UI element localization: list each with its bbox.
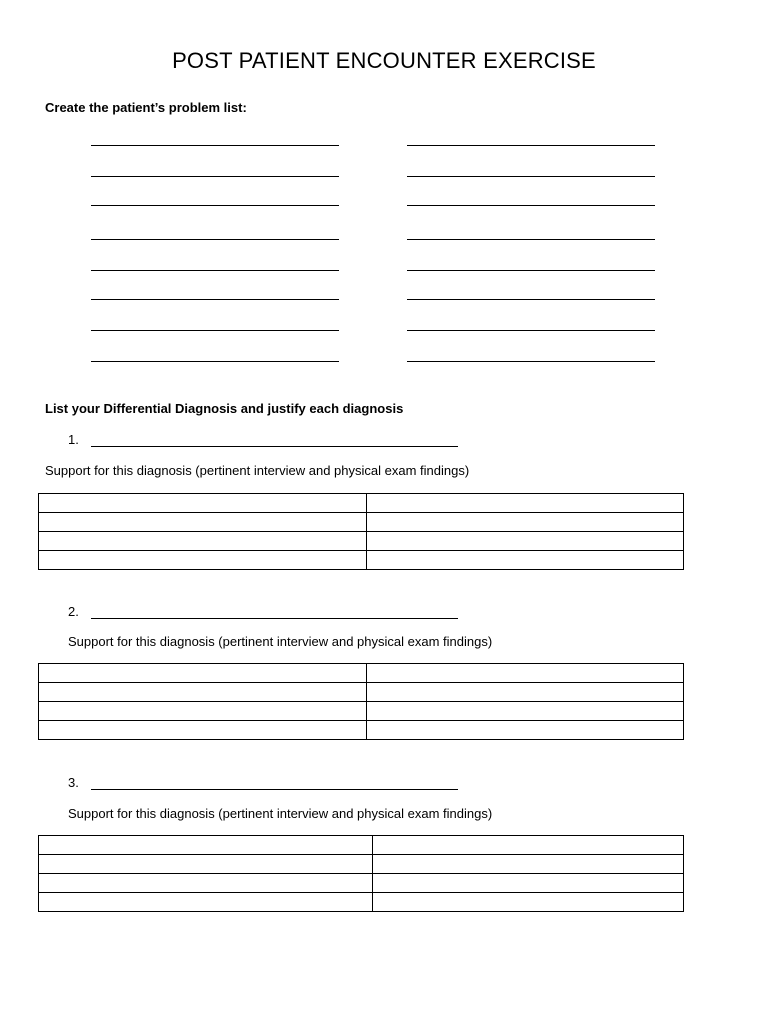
finding-cell[interactable] bbox=[373, 855, 684, 874]
support-label: Support for this diagnosis (pertinent interview and physical exam findings) bbox=[68, 634, 493, 649]
diagnosis-number: 1. bbox=[68, 432, 79, 447]
problem-entry-line[interactable] bbox=[407, 299, 655, 300]
table-row bbox=[39, 836, 684, 855]
table-row bbox=[39, 664, 684, 683]
finding-cell[interactable] bbox=[39, 513, 367, 532]
findings-table bbox=[38, 493, 684, 570]
problem-entry-line[interactable] bbox=[407, 205, 655, 206]
problem-entry-line[interactable] bbox=[407, 239, 655, 240]
diagnosis-number: 3. bbox=[68, 775, 79, 790]
finding-cell[interactable] bbox=[39, 836, 373, 855]
finding-cell[interactable] bbox=[39, 855, 373, 874]
table-row bbox=[39, 874, 684, 893]
problem-entry-line[interactable] bbox=[407, 176, 655, 177]
finding-cell[interactable] bbox=[39, 683, 367, 702]
finding-cell[interactable] bbox=[39, 532, 367, 551]
table-row bbox=[39, 721, 684, 740]
finding-cell[interactable] bbox=[39, 494, 367, 513]
problem-list-heading: Create the patient’s problem list: bbox=[45, 100, 247, 115]
finding-cell[interactable] bbox=[367, 532, 684, 551]
finding-cell[interactable] bbox=[367, 513, 684, 532]
table-row bbox=[39, 551, 684, 570]
problem-entry-line[interactable] bbox=[91, 239, 339, 240]
problem-entry-line[interactable] bbox=[91, 361, 339, 362]
problem-entry-line[interactable] bbox=[91, 299, 339, 300]
problem-entry-line[interactable] bbox=[407, 145, 655, 146]
support-label: Support for this diagnosis (pertinent interview and physical exam findings) bbox=[45, 463, 470, 478]
table-row bbox=[39, 532, 684, 551]
finding-cell[interactable] bbox=[39, 551, 367, 570]
finding-cell[interactable] bbox=[367, 494, 684, 513]
finding-cell[interactable] bbox=[39, 721, 367, 740]
finding-cell[interactable] bbox=[367, 721, 684, 740]
page-title: POST PATIENT ENCOUNTER EXERCISE bbox=[172, 48, 596, 73]
problem-entry-line[interactable] bbox=[407, 330, 655, 331]
support-label: Support for this diagnosis (pertinent interview and physical exam findings) bbox=[68, 806, 493, 821]
finding-cell[interactable] bbox=[39, 893, 373, 912]
finding-cell[interactable] bbox=[373, 874, 684, 893]
table-row bbox=[39, 513, 684, 532]
finding-cell[interactable] bbox=[367, 664, 684, 683]
problem-entry-line[interactable] bbox=[407, 361, 655, 362]
finding-cell[interactable] bbox=[373, 836, 684, 855]
finding-cell[interactable] bbox=[39, 874, 373, 893]
problem-list-left-column bbox=[91, 145, 339, 362]
table-row bbox=[39, 494, 684, 513]
findings-table bbox=[38, 835, 684, 912]
diagnosis-entry-line[interactable] bbox=[91, 446, 458, 447]
finding-cell[interactable] bbox=[367, 551, 684, 570]
problem-entry-line[interactable] bbox=[91, 330, 339, 331]
problem-entry-line[interactable] bbox=[91, 205, 339, 206]
findings-table bbox=[38, 663, 684, 740]
finding-cell[interactable] bbox=[367, 702, 684, 721]
table-row bbox=[39, 683, 684, 702]
diagnosis-entry-line[interactable] bbox=[91, 618, 458, 619]
finding-cell[interactable] bbox=[39, 664, 367, 683]
problem-entry-line[interactable] bbox=[407, 270, 655, 271]
table-row bbox=[39, 702, 684, 721]
table-row bbox=[39, 855, 684, 874]
diagnosis-number: 2. bbox=[68, 604, 79, 619]
problem-entry-line[interactable] bbox=[91, 145, 339, 146]
problem-entry-line[interactable] bbox=[91, 270, 339, 271]
problem-list-right-column bbox=[407, 145, 655, 362]
diagnosis-entry-line[interactable] bbox=[91, 789, 458, 790]
differential-diagnosis-heading: List your Differential Diagnosis and justify each diagnosis bbox=[45, 401, 404, 416]
finding-cell[interactable] bbox=[39, 702, 367, 721]
finding-cell[interactable] bbox=[367, 683, 684, 702]
finding-cell[interactable] bbox=[373, 893, 684, 912]
table-row bbox=[39, 893, 684, 912]
problem-entry-line[interactable] bbox=[91, 176, 339, 177]
